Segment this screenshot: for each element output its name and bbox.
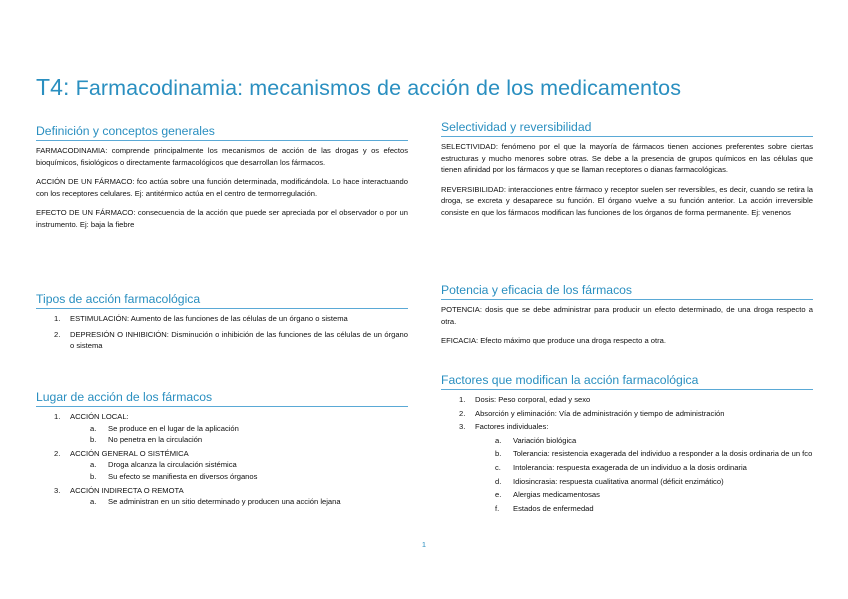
sub-list-text: Tolerancia: resistencia exagerada del individuo a responder a la dosis ordinaria de un fco [513, 449, 813, 459]
sub-list-item [441, 435, 813, 447]
sub-list-item [441, 448, 813, 460]
sub-list-item [36, 471, 408, 483]
list-number: 3. [54, 485, 61, 495]
sub-list-letter: a. [90, 497, 97, 507]
sub-list-item [36, 496, 408, 508]
list-number: 2. [54, 448, 61, 458]
sub-list-letter: b. [90, 471, 97, 481]
sub-list-text: Se produce en el lugar de la aplicación [108, 423, 239, 433]
sub-list-text: Estados de enfermedad [513, 503, 594, 513]
sub-list-letter: b. [495, 449, 502, 459]
title-prefix: T4: [36, 74, 70, 100]
list-item [36, 329, 408, 352]
list-text: DEPRESIÓN O INHIBICIÓN: Disminución o inhibición de las funciones de las células de un órgano o sistema [70, 329, 408, 351]
section-heading: Definición y conceptos generales [36, 124, 408, 141]
sub-list-text: Su efecto se manifiesta en diversos órganos [108, 471, 258, 481]
sub-list-item [441, 476, 813, 488]
sub-list-text: Alergias medicamentosas [513, 490, 600, 500]
section-heading: Lugar de acción de los fármacos [36, 390, 408, 407]
paragraph-eficacia: EFICACIA: Efecto máximo que produce una droga respecto a otra. [441, 336, 666, 346]
section-lugar [36, 390, 408, 508]
section-heading: Potencia y eficacia de los fármacos [441, 283, 813, 300]
list-item [441, 421, 813, 433]
paragraph-reversibilidad: REVERSIBILIDAD: interacciones entre fármaco y receptor suelen ser reversibles, es decir, cuando se retira la droga, se excreta y desaparece su función. El órgano vuelve a su función anterior. La acción irreversible consiste en que los fármacos modifican las funciones de los órganos de forma permanente. Ej: venenos [441, 184, 813, 217]
list-text: ACCIÓN INDIRECTA O REMOTA [70, 485, 184, 495]
sub-list-item [36, 459, 408, 471]
sub-list-text: Variación biológica [513, 435, 577, 445]
page-number: 1 [421, 540, 427, 549]
sub-list-letter: d. [495, 476, 502, 486]
sub-list-text: Intolerancia: respuesta exagerada de un individuo a la dosis ordinaria [513, 462, 747, 472]
list-text: ACCIÓN LOCAL: [70, 412, 129, 421]
section-heading: Tipos de acción farmacológica [36, 292, 408, 309]
list-text: Dosis: Peso corporal, edad y sexo [475, 395, 591, 404]
list-item [36, 448, 408, 460]
sub-list-letter: e. [495, 490, 502, 500]
sub-list-text: No penetra en la circulación [108, 435, 203, 445]
list-item [441, 394, 813, 406]
paragraph-efecto: EFECTO DE UN FÁRMACO: consecuencia de la acción que puede ser apreciada por el observador o por un instrumento. Ej: baja la fiebre [36, 208, 408, 229]
section-heading: Factores que modifican la acción farmacológica [441, 373, 813, 390]
sub-list-letter: f. [495, 503, 500, 513]
list-number: 1. [54, 412, 61, 421]
list-item [441, 408, 813, 420]
sub-list-item [441, 503, 813, 515]
list-item [36, 313, 408, 325]
list-text: Factores individuales: [475, 422, 549, 432]
section-potencia [441, 283, 813, 347]
sub-list-item [36, 434, 408, 446]
section-factores [441, 373, 813, 514]
sub-list-letter: c. [495, 462, 501, 472]
section-definicion [36, 124, 408, 231]
list-number: 1. [459, 395, 466, 404]
list-number: 2. [459, 408, 466, 418]
section-heading: Selectividad y reversibilidad [441, 120, 813, 137]
sub-list-letter: a. [90, 423, 97, 433]
sub-list-letter: a. [495, 435, 502, 445]
list-text: ESTIMULACIÓN: Aumento de las funciones de las células de un órgano o sistema [70, 314, 348, 323]
sub-list-item [441, 462, 813, 474]
title-text: Farmacodinamia: mecanismos de acción de los medicamentos [75, 76, 682, 100]
sub-list-item [36, 423, 408, 435]
section-selectividad [441, 120, 813, 219]
paragraph-selectividad: SELECTIVIDAD: fenómeno por el que la mayoría de fármacos tienen acciones preferentes sobre ciertas estructuras y mucho menores sobre otras. Se debe a la presencia de grupos químicos en las células que tienen afinidad por los fármacos y que se llaman receptores o dianas farmacológicas. [441, 142, 813, 175]
list-item [36, 411, 408, 423]
list-text: Absorción y eliminación: Vía de administración y tiempo de administración [475, 408, 725, 418]
sub-list-letter: b. [90, 435, 97, 445]
list-number: 1. [54, 314, 61, 323]
paragraph-accion: ACCIÓN DE UN FÁRMACO: fco actúa sobre una función determinada, modificándola. Lo hace interactuando con los receptores celulares. Ej: antitérmico actúa en el centro de termorregulación. [36, 177, 408, 198]
sub-list-text: Idiosincrasia: respuesta cualitativa anormal (déficit enzimático) [513, 476, 724, 486]
sub-list-letter: a. [90, 460, 97, 470]
paragraph-farmacodinamia: FARMACODINAMIA: comprende principalmente los mecanismos de acción de las drogas y os efectos bioquímicos, fisiológicos o directamente farmacológicos que desarrollan los fármacos. [36, 146, 408, 167]
sub-list-text: Droga alcanza la circulación sistémica [108, 460, 237, 470]
page-title [36, 74, 681, 101]
list-item [36, 485, 408, 497]
list-number: 3. [459, 422, 466, 432]
paragraph-potencia: POTENCIA: dosis que se debe administrar para producir un efecto determinado, de una droga respecto a otra. [441, 305, 813, 326]
list-text: ACCIÓN GENERAL O SISTÉMICA [70, 448, 189, 458]
sub-list-item [441, 489, 813, 501]
section-tipos [36, 292, 408, 352]
list-number: 2. [54, 329, 61, 339]
sub-list-text: Se administran en un sitio determinado y producen una acción lejana [108, 497, 341, 507]
